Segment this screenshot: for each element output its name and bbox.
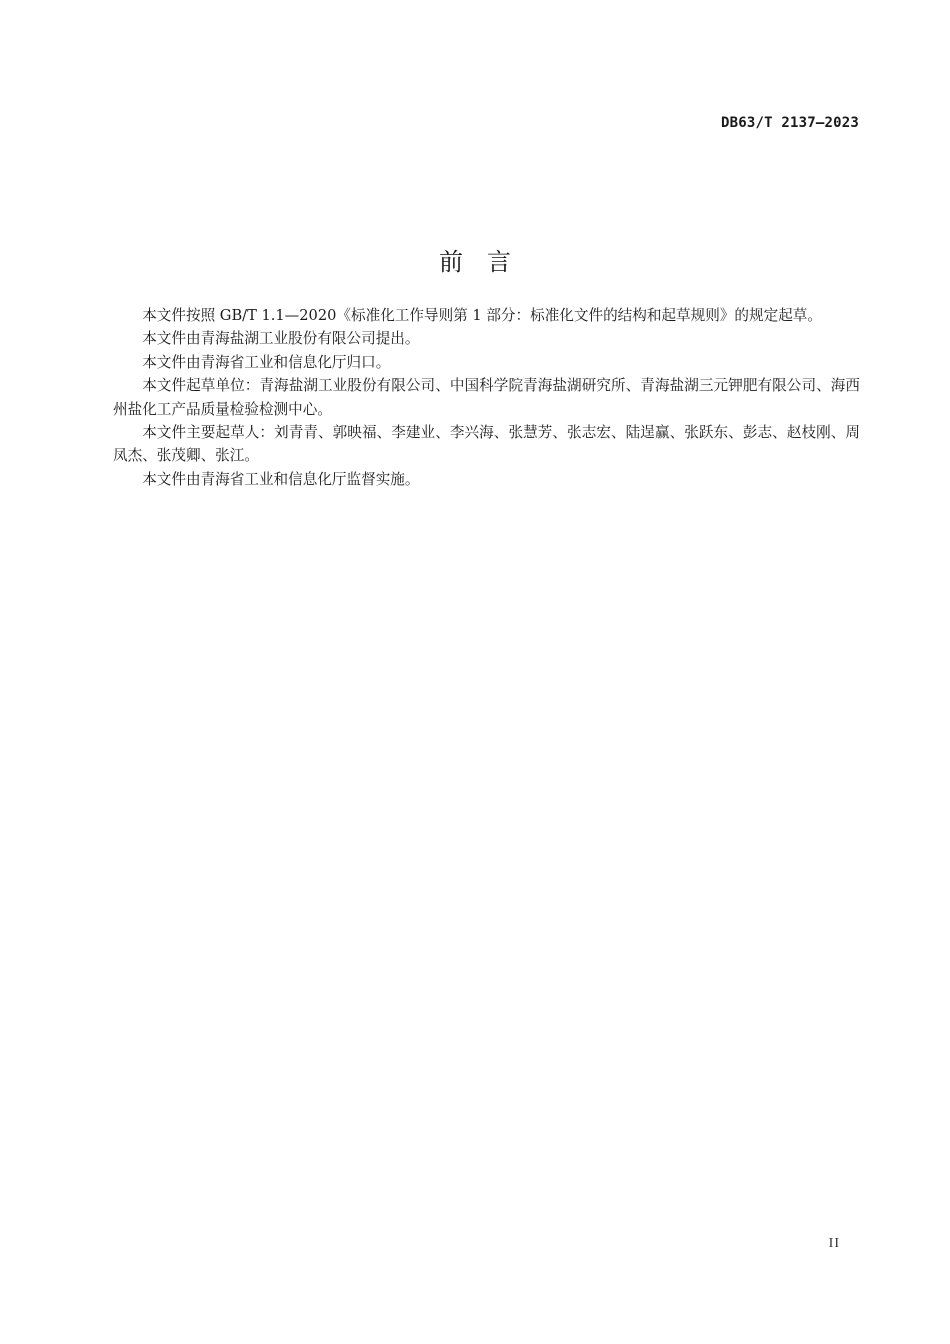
page-number: II bbox=[828, 1236, 840, 1251]
foreword-body bbox=[113, 304, 860, 491]
document-code: DB63/T 2137—2023 bbox=[720, 115, 859, 131]
page-title: 前言 bbox=[439, 248, 535, 277]
paragraph-proposer: 本文件由青海盐湖工业股份有限公司提出。 bbox=[142, 330, 420, 348]
paragraph-drafting-units: 本文件起草单位：青海盐湖工业股份有限公司、中国科学院青海盐湖研究所、青海盐湖三元钾肥有限公司、海西州盐化工产品质量检验检测中心。 bbox=[113, 377, 860, 418]
paragraph-supervision: 本文件由青海省工业和信息化厅监督实施。 bbox=[142, 470, 420, 488]
paragraph-drafting-basis: 本文件按照 GB/T 1.1—2020《标准化工作导则第 1 部分：标准化文件的结构和起草规则》的规定起草。 bbox=[142, 307, 822, 324]
paragraph-responsible-authority: 本文件由青海省工业和信息化厅归口。 bbox=[142, 353, 391, 371]
paragraph-drafters: 本文件主要起草人：刘青青、郭映福、李建业、李兴海、张慧芳、张志宏、陆逞赢、张跃东、彭志、赵枝刚、周凤杰、张茂卿、张江。 bbox=[113, 424, 860, 465]
